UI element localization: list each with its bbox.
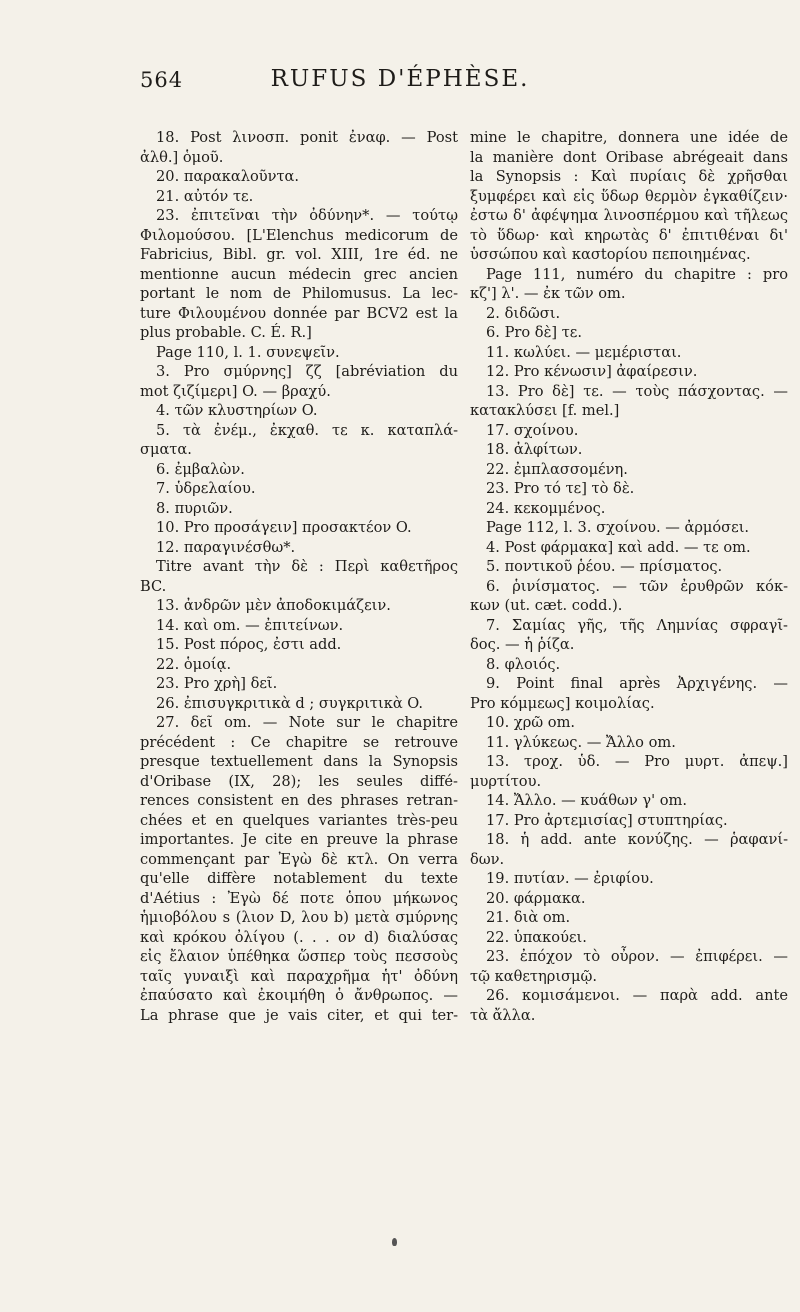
right-column-line: 8. φλοιός. <box>486 655 561 673</box>
left-column-line: 10. Pro προσάγειν] προσακτέον O. <box>156 519 412 536</box>
left-column-line: d'Aétius : Ἐγὼ δέ ποτε ὁπου μήκωνος <box>140 889 458 907</box>
left-column-line: 23. Pro χρὴ] δεῖ. <box>156 675 278 692</box>
left-column-line: chées et en quelques variantes très-peu <box>140 811 458 829</box>
right-column-line: 23. Pro τό τε] τὸ δὲ. <box>486 480 635 497</box>
left-column-line: mentionne aucun médecin grec ancien <box>140 265 458 283</box>
left-column-line: Φιλομούσου. [L'Elenchus medicorum de <box>140 226 458 244</box>
right-column-line: 13. Pro δὲ] τε. — τοὺς πάσχοντας. — <box>486 382 788 400</box>
left-column-line: 14. καὶ om. — ἐπιτείνων. <box>156 616 344 634</box>
right-column-line: 21. διὰ om. <box>486 909 571 926</box>
right-column-line: mine le chapitre, donnera une idée de <box>470 129 788 146</box>
left-column-line: mot ζιζίμερι] O. — βραχύ. <box>140 382 331 400</box>
right-column-line: 6. ῥινίσματος. — τῶν ἐρυθρῶν κόκ- <box>486 577 788 595</box>
left-column-line: rences consistent en des phrases retran- <box>140 792 458 809</box>
right-column-line: 17. σχοίνου. <box>486 421 579 439</box>
left-column-line: 8. πυριῶν. <box>156 499 233 517</box>
left-column-line: ἀλθ.] ὁμοῦ. <box>140 148 224 166</box>
left-column <box>140 128 458 1025</box>
right-column-line: 19. πυτίαν. — ἐριφίου. <box>486 870 654 887</box>
left-column-line: 22. ὁμοίᾳ. <box>156 655 232 673</box>
right-column-line: μυρτίτου. <box>470 772 542 790</box>
right-column-line: 22. ὑπακούει. <box>486 928 587 946</box>
left-column-line: ἐπαύσατο καὶ ἐκοιμήθη ὁ ἄνθρωπος. — <box>140 987 458 1004</box>
left-column-line: ταῖς γυναιξὶ καὶ παραχρῆμα ἡτ' ὀδύνη <box>140 967 458 985</box>
right-column-line: 18. ἀλφίτων. <box>486 441 583 458</box>
left-column-line: Fabricius, Bibl. gr. vol. XIII, 1re éd. ne <box>140 246 458 263</box>
left-column-line: qu'elle diffère notablement du texte <box>140 870 458 887</box>
left-column-line: importantes. Je cite en preuve la phrase <box>140 831 458 848</box>
right-column-line: 5. ποντικοῦ ῥέου. — πρίσματος. <box>486 558 723 575</box>
running-head: RUFUS D'ÉPHÈSE. <box>270 66 530 92</box>
right-column-line: la manière dont Oribase abrégeait dans <box>470 148 788 166</box>
left-column-line: Titre avant τὴν δὲ : Περὶ καθετῆρος <box>156 558 458 575</box>
left-column-line: commençant par Ἐγὼ δὲ κτλ. On verra <box>140 850 458 868</box>
left-column-line: 26. ἐπισυγκριτικὰ d ; συγκριτικὰ O. <box>156 694 424 712</box>
right-column-line: 12. Pro κένωσιν] ἀφαίρεσιν. <box>486 363 698 380</box>
left-column-line: d'Oribase (IX, 28); les seules diffé- <box>140 772 458 790</box>
left-column-line: 20. παρακαλοῦντα. <box>156 168 300 185</box>
ink-mark <box>392 1238 397 1246</box>
right-column-line: τῷ καθετηρισμῷ. <box>470 967 598 985</box>
right-column-line: κων (ut. cæt. codd.). <box>470 597 623 614</box>
left-column-line: 13. ἀνδρῶν μὲν ἀποδοκιμάζειν. <box>156 597 391 614</box>
right-column-line: τὰ ἄλλα. <box>470 1006 536 1024</box>
left-column-line: 6. ἐμβαλὼν. <box>156 460 245 478</box>
right-column-line: 26. κομισάμενοι. — παρὰ add. ante <box>486 987 788 1004</box>
right-column-line: δων. <box>470 850 505 868</box>
right-column-line: 10. χρῶ om. <box>486 714 576 731</box>
right-column-line: 24. κεκομμένος. <box>486 499 606 517</box>
right-column-line: 20. φάρμακα. <box>486 889 586 907</box>
right-column-line: Page 112, l. 3. σχοίνου. — ἀρμόσει. <box>486 519 750 536</box>
left-column-line: 12. παραγινέσθω*. <box>156 538 296 556</box>
right-column-line: 9. Point final après Ἀρχιγένης. — <box>486 675 788 692</box>
right-column-line: 22. ἐμπλασσομένη. <box>486 460 628 478</box>
left-column-line: 15. Post πόρος, ἐστι add. <box>156 636 342 653</box>
right-column-line: 13. τροχ. ὑδ. — Pro μυρτ. ἀπεψ.] <box>486 753 788 770</box>
right-column-line: 23. ἐπόχον τὸ οὖρον. — ἐπιφέρει. — <box>486 948 788 965</box>
left-column-line: portant le nom de Philomusus. La lec- <box>140 285 458 302</box>
left-column-line: 27. δεῖ om. — Note sur le chapitre <box>156 714 458 731</box>
right-column-line: 7. Σαμίας γῆς, τῆς Λημνίας σφραγῖ- <box>486 616 788 634</box>
left-column-line: ἡμιοβόλου s (λιον D, λου b) μετὰ σμύρνης <box>140 909 458 926</box>
right-column-line: Page 111, numéro du chapitre : pro <box>486 265 788 283</box>
right-column-line: 4. Post φάρμακα] καὶ add. — τε om. <box>486 538 751 556</box>
left-column-line: 5. τὰ ἐνέμ., ἐκχαθ. τε κ. καταπλά- <box>156 421 458 439</box>
right-column <box>470 128 788 1025</box>
left-column-line: La phrase que je vais citer, et qui ter- <box>140 1006 458 1024</box>
left-column-line: 4. τῶν κλυστηρίων O. <box>156 402 318 419</box>
right-column-line: κατακλύσει [f. mel.] <box>470 402 620 419</box>
right-column-line: Pro κόμμεως] κοιμολίας. <box>470 694 655 712</box>
left-column-line: BC. <box>140 577 167 595</box>
left-column-line: ture Φιλουμένου donnée par BCV2 est la <box>140 304 458 322</box>
left-column-line: Page 110, l. 1. συνεψεῖν. <box>156 343 340 361</box>
left-column-line: plus probable. C. É. R.] <box>140 324 312 341</box>
left-column-line: 23. ἐπιτεῖναι τὴν ὀδύνην*. — τούτῳ <box>156 207 458 224</box>
left-column-line: 7. ὑδρελαίου. <box>156 480 256 497</box>
right-column-line: κζ'] λ'. — ἐκ τῶν om. <box>470 285 626 302</box>
right-column-line: ἐστω δ' ἀφέψημα λινοσπέρμου καὶ τῆλεως <box>470 207 788 224</box>
left-column-line: précédent : Ce chapitre se retrouve <box>140 733 458 751</box>
right-column-line: 18. ἡ add. ante κονύζης. — ῥαφανί- <box>486 831 788 848</box>
right-column-line: la Synopsis : Καὶ πυρίαις δὲ χρῆσθαι <box>470 168 788 185</box>
right-column-line: ὑσσώπου καὶ κασtορίου πεποιημένας. <box>470 246 751 263</box>
right-column-line: δος. — ἡ ῥίζα. <box>470 636 575 653</box>
left-column-line: καὶ κρόκου ὀλίγου (. . . ον d) διαλύσας <box>140 928 458 946</box>
page-header <box>0 62 800 102</box>
right-column-line: τὸ ὕδωρ· καὶ κηρωτὰς δ' ἐπιτιθέναι δι' <box>470 226 788 244</box>
left-column-line: 3. Pro σμύρνης] ζζ [abréviation du <box>156 363 458 380</box>
right-column-line: 14. Ἄλλο. — κυάθων γ' om. <box>486 792 688 809</box>
right-column-line: ξυμφέρει καὶ εἰς ὕδωρ θερμὸν ἐγκαθίζειν· <box>470 187 788 205</box>
left-column-line: σματα. <box>140 441 192 458</box>
left-column-line: presque textuellement dans la Synopsis <box>140 753 458 770</box>
right-column-line: 6. Pro δὲ] τε. <box>486 324 583 341</box>
right-column-line: 11. γλύκεως. — Ἄλλο om. <box>486 733 676 751</box>
right-column-line: 11. κωλύει. — μεμέρισται. <box>486 343 682 361</box>
left-column-line: 18. Post λινοσπ. ponit ἐναφ. — Post <box>156 129 458 146</box>
right-column-line: 17. Pro ἀρτεμισίας] στυπτηρίας. <box>486 811 728 829</box>
right-column-line: 2. διδῶσι. <box>486 304 561 322</box>
page-number: 564 <box>140 68 184 92</box>
left-column-line: 21. αὐτόν τε. <box>156 187 254 205</box>
left-column-line: εἰς ἔλαιον ὑπέθηκα ὥσπερ τοὺς πεσσοὺς <box>140 948 458 965</box>
